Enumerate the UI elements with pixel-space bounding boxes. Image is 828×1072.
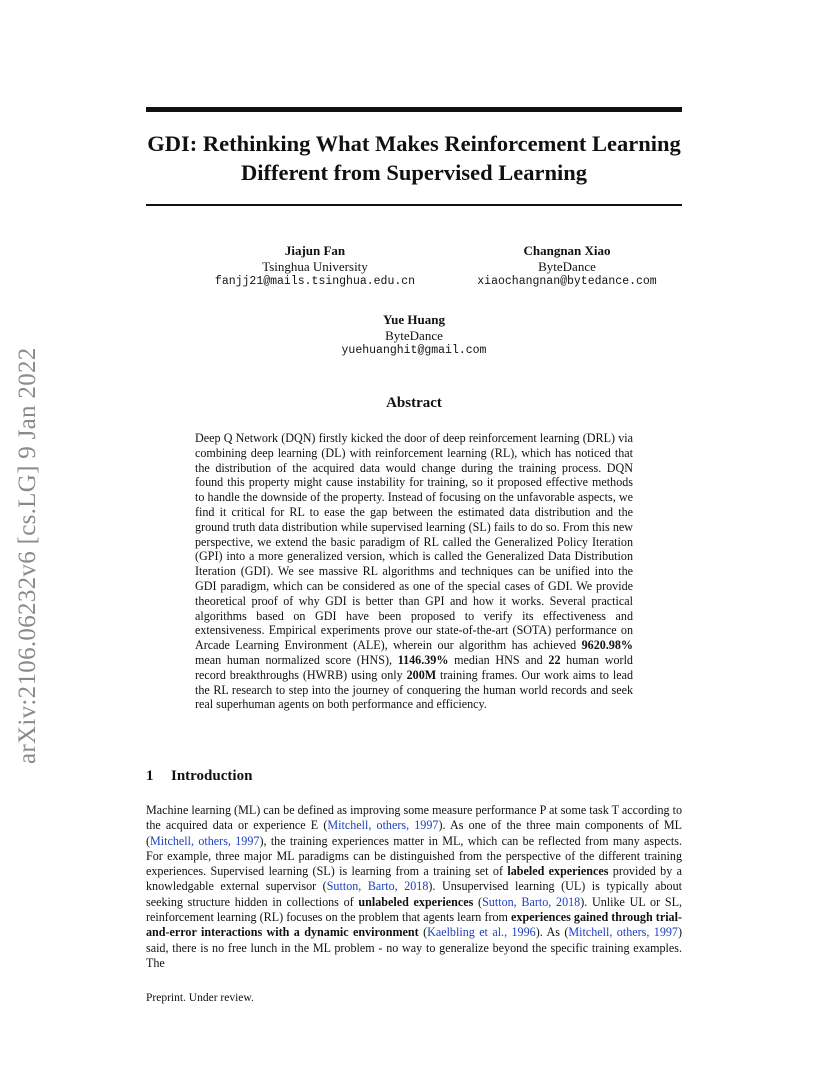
citation-link[interactable]: Sutton, Barto, 2018 <box>326 879 429 894</box>
author-block <box>180 243 450 290</box>
arxiv-identifier: arXiv:2106.06232v6 [cs.LG] 9 Jan 2022 <box>14 347 41 764</box>
author-email[interactable]: fanjj21@mails.tsinghua.edu.cn <box>214 275 416 288</box>
title-rule-bottom <box>146 204 682 206</box>
introduction-paragraph: Machine learning (ML) can be defined as improving some measure performance P at some task T according to the acquired data or experience E (Mitchell, others, 1997). As one of the three main components of ML (Mitchell, others, 1997), the training experiences matter in ML, which can be reflected from many aspects. For example, three major ML paradigms can be distinguished from the perspective of the different training experiences. Supervised learning (SL) is learning from a training set of labeled experiences provided by a knowledgable external supervisor (Sutton, Barto, 2018). Unsupervised learning (UL) is typically about seeking structure hidden in collections of unlabeled experiences (Sutton, Barto, 2018). Unlike UL or SL, reinforcement learning (RL) focuses on the problem that agents learn from experiences gained through trial-and-error interactions with a dynamic environment (Kaelbling et al., 1996). As (Mitchell, others, 1997) said, there is no free lunch in the ML problem - no way to generalize beyond the specific training examples. The <box>146 803 683 970</box>
citation-link[interactable]: Mitchell, others, 1997 <box>568 925 678 940</box>
author-name: Jiajun Fan <box>284 243 346 258</box>
author-email[interactable]: xiaochangnan@bytedance.com <box>477 275 657 288</box>
author-affiliation: ByteDance <box>385 327 443 343</box>
author-affiliation: Tsinghua University <box>262 258 368 274</box>
paper-title: GDI: Rethinking What Makes Reinforcement Learning Different from Supervised Learning <box>147 131 681 185</box>
author-affiliation: ByteDance <box>538 258 596 274</box>
abstract-heading: Abstract <box>386 395 442 411</box>
title-rule-top <box>146 107 682 112</box>
frames-value: 200M <box>406 667 437 682</box>
abstract-body: Deep Q Network (DQN) firstly kicked the door of deep reinforcement learning (DRL) via combining deep learning (DL) with reinforcement learning (RL), which has noticed that the distribution of the acquired data would change during the training process. DQN found this property might cause instability for training, so it proposed effective methods to handle the downside of the property. Instead of focusing on the unfavorable aspects, we find it critical for RL to ease the gap between the estimated data distribution and the ground truth data distribution while supervised learning (SL) fails to do so. From this new perspective, we extend the basic paradigm of RL called the Generalized Policy Iteration (GPI) into a more generalized version, which is called the Generalized Data Distribution Iteration (GDI). We see massive RL algorithms and techniques can be unified into the GDI paradigm, which can be considered as one of the special cases of GDI. We provide theoretical proof of why GDI is better than GPI and how it works. Several practical algorithms based on GDI have been proposed to verify its effectiveness and extensiveness. Empirical experiments prove our state-of-the-art (SOTA) performance on Arcade Learning Environment (ALE), wherein our algorithm has achieved 9620.98% mean human normalized score (HNS), 1146.39% median HNS and 22 human world record breakthroughs (HWRB) using only 200M training frames. Our work aims to lead the RL research to step into the journey of conquering the human world records and seek real superhuman agents on both performance and efficiency. <box>195 431 634 712</box>
section-number: 1 <box>146 768 154 784</box>
hns-mean-value: 9620.98% <box>581 638 633 653</box>
citation-link[interactable]: Sutton, Barto, 2018 <box>482 894 581 909</box>
section-title: Introduction <box>171 768 253 784</box>
author-email[interactable]: yuehuanghit@gmail.com <box>341 344 487 357</box>
hns-median-value: 1146.39% <box>397 652 449 667</box>
author-block <box>279 312 549 359</box>
citation-link[interactable]: Mitchell, others, 1997 <box>327 818 439 833</box>
section-heading <box>146 768 252 785</box>
footer-note: Preprint. Under review. <box>146 992 254 1004</box>
hwrb-value: 22 <box>548 652 561 667</box>
citation-link[interactable]: Kaelbling et al., 1996 <box>427 925 536 940</box>
author-block <box>432 243 702 290</box>
citation-link[interactable]: Mitchell, others, 1997 <box>150 833 260 848</box>
author-name: Yue Huang <box>382 312 446 327</box>
author-name: Changnan Xiao <box>523 243 611 258</box>
